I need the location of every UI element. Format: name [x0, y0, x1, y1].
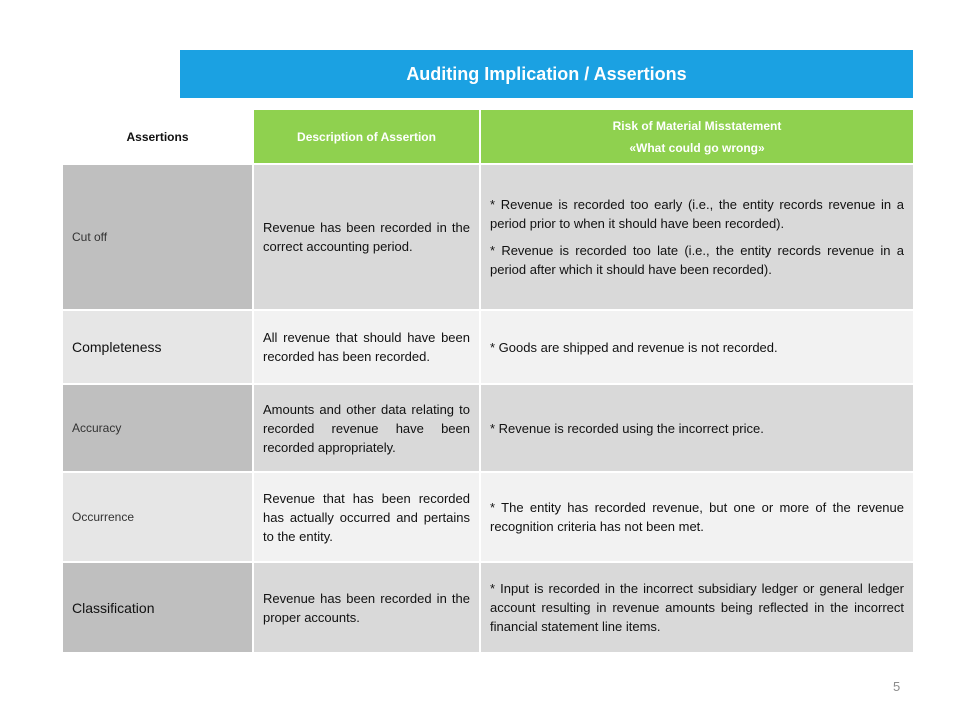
table-row-cut-off — [63, 164, 913, 310]
risk-item: * The entity has recorded revenue, but one or more of the revenue recognition criteria has not been met. — [490, 500, 904, 534]
assertion-risk — [480, 562, 913, 652]
assertion-description: Revenue that has been recorded has actually occurred and pertains to the entity. — [253, 472, 480, 562]
table-row-classification — [63, 562, 913, 652]
assertions-table — [63, 110, 913, 652]
assertion-name: Accuracy — [63, 384, 253, 472]
assertion-description: Amounts and other data relating to recorded revenue have been recorded appropriately. — [253, 384, 480, 472]
slide-title — [180, 50, 913, 98]
assertion-risk — [480, 164, 913, 310]
page-number: 5 — [893, 679, 901, 694]
assertion-description: Revenue has been recorded in the correct accounting period. — [253, 164, 480, 310]
assertion-risk — [480, 310, 913, 384]
assertion-name: Occurrence — [63, 472, 253, 562]
risk-item: * Goods are shipped and revenue is not recorded. — [490, 339, 778, 355]
header-risk — [480, 110, 913, 164]
header-description: Description of Assertion — [253, 110, 480, 164]
table-row-completeness — [63, 310, 913, 384]
header-assertions: Assertions — [63, 110, 253, 164]
header-risk-title: Risk of Material Misstatement — [612, 118, 782, 133]
header-risk-subtitle: «What could go wrong» — [629, 140, 765, 155]
assertion-risk — [480, 472, 913, 562]
assertion-name: Cut off — [63, 164, 253, 310]
table-header-row — [63, 110, 913, 164]
slide-title-text: Auditing Implication / Assertions — [406, 63, 687, 84]
risk-item: * Revenue is recorded using the incorrect price. — [490, 420, 764, 436]
risk-item: * Input is recorded in the incorrect subsidiary ledger or general ledger account resulting in revenue amounts being reflected in the incorrect financial statement line items. — [490, 581, 904, 634]
table-row-accuracy — [63, 384, 913, 472]
risk-item: * Revenue is recorded too early (i.e., the entity records revenue in a period prior to when it should have been recorded). — [490, 197, 904, 231]
assertion-name: Completeness — [63, 310, 253, 384]
assertion-description: All revenue that should have been recorded has been recorded. — [253, 310, 480, 384]
table-row-occurrence — [63, 472, 913, 562]
assertion-risk — [480, 384, 913, 472]
assertion-name: Classification — [63, 562, 253, 652]
assertion-description: Revenue has been recorded in the proper accounts. — [253, 562, 480, 652]
risk-item: * Revenue is recorded too late (i.e., the entity records revenue in a period after which it should have been recorded). — [490, 243, 904, 277]
